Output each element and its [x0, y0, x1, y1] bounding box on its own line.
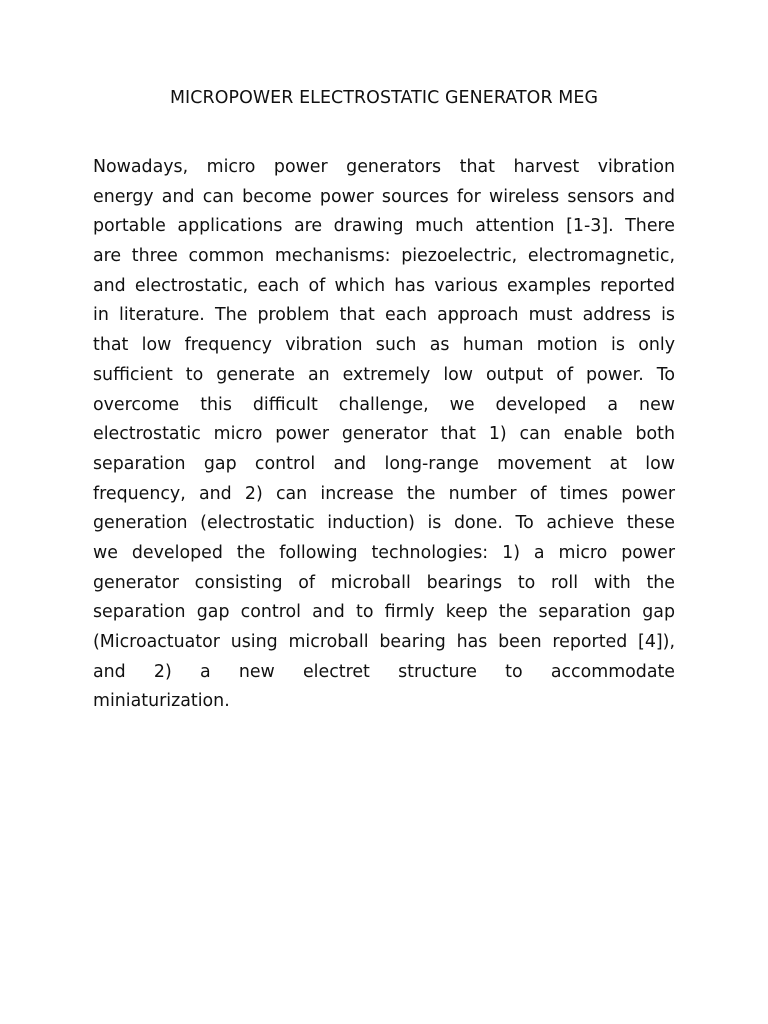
paragraph-line: Nowadays, micro power generators that harvest vibration — [93, 157, 675, 177]
paragraph-line: and electrostatic, each of which has various examples reported — [93, 275, 675, 296]
paragraph-line: generation (electrostatic induction) is done. To achieve these — [93, 513, 675, 534]
paragraph-line: electrostatic micro power generator that 1) can enable both — [93, 424, 675, 445]
paragraph-line: portable applications are drawing much attention [1-3]. There — [93, 216, 675, 237]
paragraph-line: separation gap control and long-range movement at low — [93, 453, 675, 474]
paragraph-line: we developed the following technologies: 1) a micro power — [93, 542, 675, 563]
paragraph-line: and 2) a new electret structure to accommodate — [93, 661, 675, 682]
paragraph-line: sufficient to generate an extremely low output of power. To — [93, 364, 675, 385]
paragraph-line: miniaturization. — [93, 691, 230, 712]
body-paragraph — [93, 153, 675, 717]
paragraph-line: generator consisting of microball bearings to roll with the — [93, 572, 675, 593]
paragraph-line: that low frequency vibration such as human motion is only — [93, 335, 675, 356]
paragraph-line: are three common mechanisms: piezoelectric, electromagnetic, — [93, 246, 675, 267]
paragraph-line: overcome this difficult challenge, we developed a new — [93, 394, 675, 415]
paragraph-line: separation gap control and to firmly keep the separation gap — [93, 602, 675, 623]
document-title: MICROPOWER ELECTROSTATIC GENERATOR MEG — [169, 88, 599, 108]
paragraph-line: (Microactuator using microball bearing has been reported [4]), — [93, 632, 675, 652]
paragraph-line: in literature. The problem that each approach must address is — [93, 305, 675, 326]
paragraph-line: frequency, and 2) can increase the number of times power — [93, 483, 675, 504]
paragraph-line: energy and can become power sources for wireless sensors and — [93, 186, 675, 207]
